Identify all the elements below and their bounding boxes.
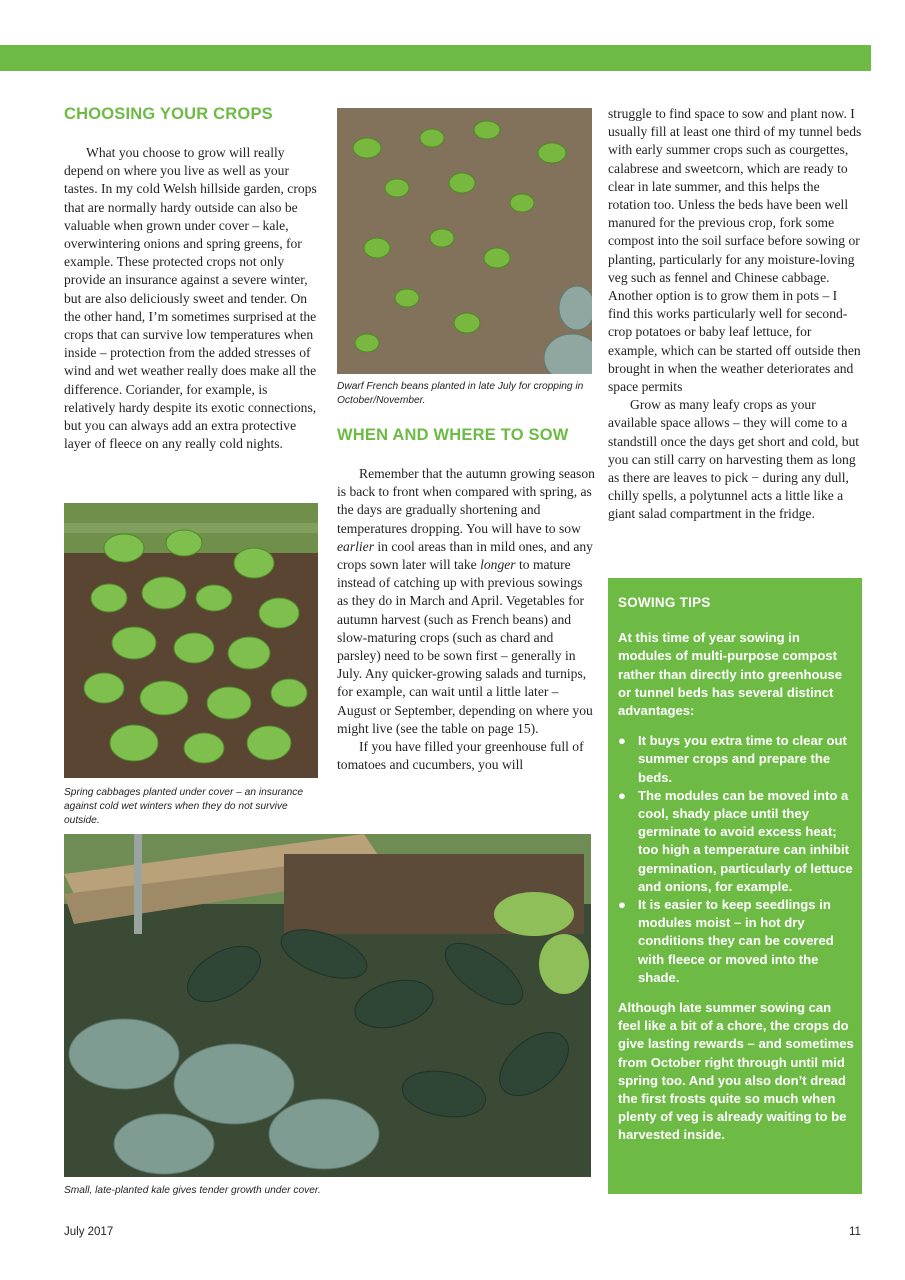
footer-date: July 2017 (64, 1226, 114, 1238)
column-1 (64, 105, 322, 453)
section-heading-when-where: WHEN AND WHERE TO SOW (337, 426, 569, 444)
cabbage-photo-illustration (64, 503, 318, 778)
text-run: Remember that the autumn growing season is back to front when compared with spring, as the days are gradually shortening and temperatures dropping. You will have to sow (337, 466, 595, 536)
header-bar (0, 45, 871, 71)
emphasis-longer: longer (480, 557, 516, 573)
photo-french-beans (337, 108, 592, 374)
text-run: in cool areas than in mild ones, and any crops sown later will take (337, 538, 593, 573)
list-item-text: It is easier to keep seedlings in modules moist – in hot dry conditions they can be covered with fleece or moved into the shade. (638, 897, 834, 985)
photo-spring-cabbages (64, 503, 318, 778)
list-item-text: It buys you extra time to clear out summer crops and prepare the beds. (638, 733, 847, 785)
beans-photo-illustration (337, 108, 592, 374)
bullet-icon: ● (618, 733, 626, 749)
list-item-text: The modules can be moved into a cool, shady place until they germinate to avoid excess heat; too high a temperature can inhibit germination, particularly of lettuce and onions, for example. (638, 787, 853, 894)
list-item (618, 732, 854, 787)
column-2 (337, 426, 595, 774)
paragraph-greenhouse: If you have filled your greenhouse full of tomatoes and cucumbers, you will (337, 739, 584, 773)
sowing-tips-intro: At this time of year sowing in modules of multi-purpose compost rather than directly into greenhouse or tunnel beds has several distinct advantages: (618, 630, 843, 719)
photo-kale (64, 834, 591, 1177)
caption-french-beans: Dwarf French beans planted in late July for cropping in October/November. (337, 381, 584, 407)
sowing-tips-heading: SOWING TIPS (618, 595, 711, 610)
paragraph-struggle: struggle to find space to sow and plant now. I usually fill at least one third of my tunnel beds with early summer crops such as courgettes, calabrese and sweetcorn, which are ready to clear in late summer, and this helps the rotation too. Unless the beds have been well manured for the previous crop, fork some compost into the soil surface before sowing or planting, particularly for any moisture-loving veg such as fennel and Chinese cabbage. Another option is to grow them in pots – I find this works particularly well for second-crop potatoes or baby leaf lettuce, for example, which can be started off outside then brought in when the weather deteriorates and space permits (608, 106, 862, 395)
sowing-tips-box (608, 578, 862, 1194)
caption-kale: Small, late-planted kale gives tender growth under cover. (64, 1185, 321, 1196)
paragraph-when-where (337, 465, 595, 738)
bullet-icon: ● (618, 787, 626, 803)
section-heading-choosing-crops: CHOOSING YOUR CROPS (64, 105, 273, 123)
emphasis-earlier: earlier (337, 538, 374, 554)
paragraph-leafy-crops: Grow as many leafy crops as your available space allows – they will come to a standstill once the days get short and cold, but you can still carry on harvesting them as long as there are leaves to pick − during any dull, chilly spells, a polytunnel acts a little like a giant salad compartment in the fridge. (608, 397, 860, 522)
kale-photo-illustration (64, 834, 591, 1177)
page-number: 11 (849, 1226, 861, 1238)
text-run: to mature instead of catching up with previous sowings as they do in March and April. Vegetables for autumn harvest (such as French beans) and slow-maturing crops (such as chard and parsley) need to be sown first – generally in July. Any quicker-growing salads and turnips, for example, can wait until a little later – August or September, depending on where you might live (see the table on page 15). (337, 557, 593, 736)
sowing-tips-outro: Although late summer sowing can feel like a bit of a chore, the crops do give lasting rewards – and sometimes from October right through until mid spring too. And you also don’t dread the first frosts quite so much when plenty of veg is already waiting to be harvested inside. (618, 1000, 854, 1143)
list-item (618, 896, 854, 987)
bullet-icon: ● (618, 897, 626, 913)
paragraph-choosing-crops: What you choose to grow will really depend on where you live as well as your tastes. In my cold Welsh hillside garden, crops that are normally hardy outside can also be valuable when grown under cover – kale, overwintering onions and spring greens, for example. These protected crops not only provide an insurance against a severe winter, but are also deliciously sweet and tender. On the other hand, I’m sometimes surprised at the crops that can survive low temperatures when inside – protection from the added stresses of wind and wet weather really does make all the difference. Coriander, for example, is relatively hardy despite its exotic connections, but you can always add an extra protective layer of fleece on any really cold nights. (64, 145, 317, 452)
caption-spring-cabbages: Spring cabbages planted under cover – an insurance against cold wet winters when they do not survive outside. (64, 787, 304, 827)
sowing-tips-list (618, 732, 854, 987)
list-item (618, 787, 854, 896)
column-3 (608, 105, 862, 524)
